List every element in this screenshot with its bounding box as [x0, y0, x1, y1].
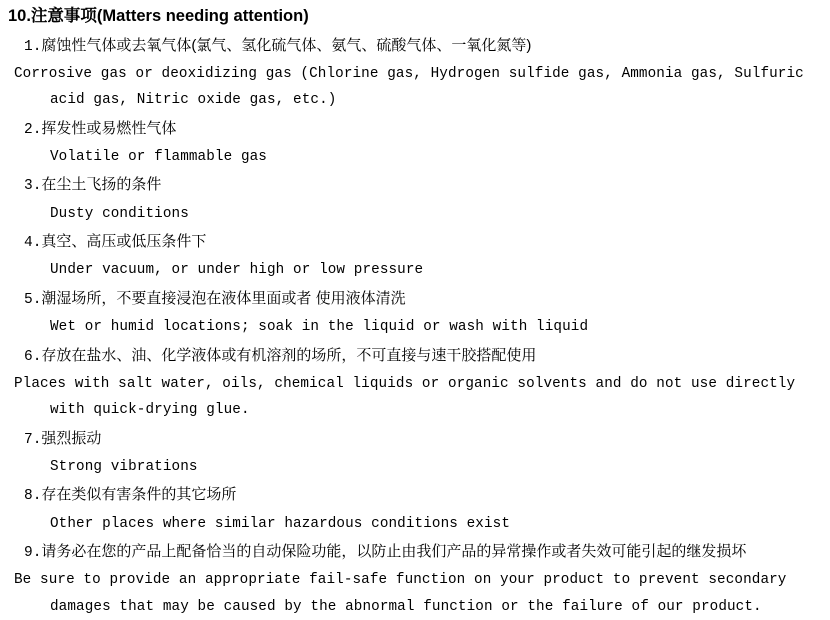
- item-number: 5.: [24, 291, 42, 308]
- list-item: [6, 537, 824, 620]
- item-english-text: Other places where similar hazardous conditions exist: [50, 515, 511, 532]
- item-chinese-body: 在尘土飞扬的条件: [41, 176, 162, 194]
- item-chinese-text: [24, 31, 824, 61]
- item-chinese-text: [24, 537, 824, 567]
- item-chinese-text: [24, 114, 824, 144]
- item-chinese-body: 存在类似有害条件的其它场所: [41, 486, 237, 504]
- item-english-text: Places with salt water, oils, chemical liquids or organic solvents and do not use directly with quick-drying glue.: [14, 375, 804, 419]
- item-number: 9.: [24, 545, 42, 562]
- item-english-text: Strong vibrations: [50, 458, 198, 475]
- item-english-text: Under vacuum, or under high or low pressure: [50, 262, 424, 279]
- list-item: [6, 341, 824, 424]
- item-chinese-body: 潮湿场所，不要直接浸泡在液体里面或者 使用液体清洗: [41, 289, 406, 307]
- item-english-text: Wet or humid locations; soak in the liquid or wash with liquid: [50, 319, 589, 336]
- item-english-text: Dusty conditions: [50, 205, 189, 222]
- item-number: 4.: [24, 235, 42, 252]
- item-chinese-body: 强烈振动: [41, 429, 102, 447]
- item-chinese-body: 挥发性或易燃性气体: [41, 119, 177, 137]
- item-chinese-body: 真空、高压或低压条件下: [41, 233, 207, 251]
- list-item: [6, 227, 824, 284]
- list-item: [6, 114, 824, 171]
- page-title: 10.注意事项(Matters needing attention): [8, 7, 309, 25]
- item-number: 7.: [24, 431, 42, 448]
- list-item: [6, 480, 824, 537]
- item-chinese-body: 请务必在您的产品上配备恰当的自动保险功能，以防止由我们产品的异常操作或者失效可能引起的继发损坏: [41, 543, 747, 561]
- item-number: 1.: [24, 38, 42, 55]
- item-chinese-text: [24, 284, 824, 314]
- item-chinese-body: 存放在盐水、油、化学液体或有机溶剂的场所，不可直接与速干胶搭配使用: [41, 346, 537, 364]
- item-number: 6.: [24, 348, 42, 365]
- list-item: [6, 170, 824, 227]
- item-number: 3.: [24, 178, 42, 195]
- item-chinese-text: [24, 227, 824, 257]
- item-english-text: Be sure to provide an appropriate fail-safe function on your product to prevent secondary damages that may be caused by the abnormal function or the failure of our product.: [14, 572, 796, 615]
- list-item: [6, 284, 824, 341]
- item-chinese-body: 腐蚀性气体或去氧气体(氯气、氢化硫气体、氨气、硫酸气体、一氧化氮等): [41, 36, 532, 54]
- item-chinese-text: [24, 341, 824, 371]
- list-item: [6, 424, 824, 481]
- item-chinese-text: [24, 480, 824, 510]
- item-number: 2.: [24, 121, 42, 138]
- item-english-text: Corrosive gas or deoxidizing gas (Chlorine gas, Hydrogen sulfide gas, Ammonia gas, Sulfuric acid gas, Nitric oxide gas, etc.): [14, 65, 813, 109]
- item-english-text: Volatile or flammable gas: [50, 148, 267, 165]
- item-number: 8.: [24, 488, 42, 505]
- item-chinese-text: [24, 170, 824, 200]
- list-item: [6, 31, 824, 114]
- item-chinese-text: [24, 424, 824, 454]
